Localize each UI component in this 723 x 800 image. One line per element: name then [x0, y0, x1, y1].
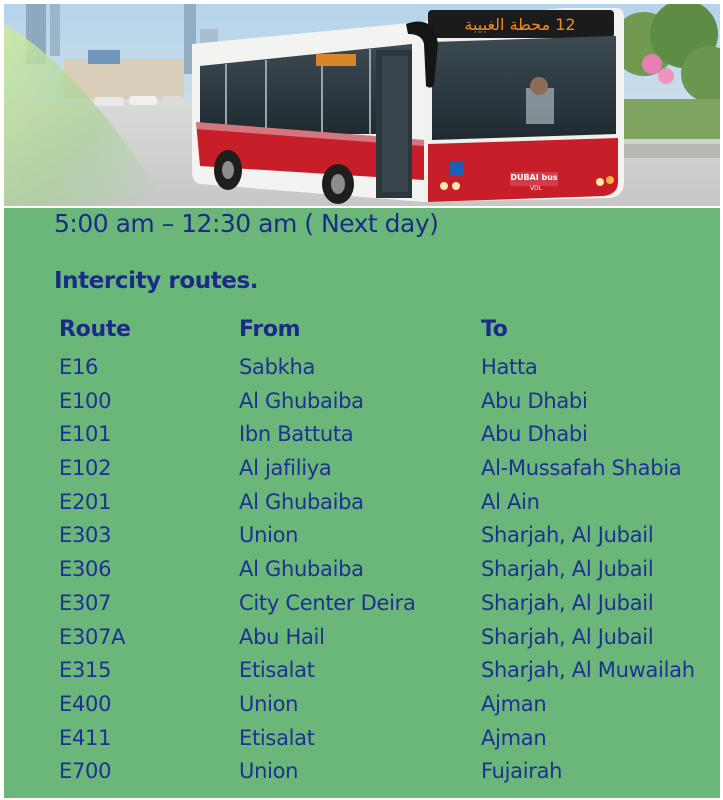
bus-illustration: [4, 4, 720, 206]
from-cell: Etisalat: [239, 725, 315, 750]
from-cell: Union: [239, 759, 299, 784]
table-row: [4, 658, 720, 692]
table-row: [4, 591, 720, 625]
routes-table: [4, 319, 720, 793]
operating-hours: 5:00 am – 12:30 am ( Next day): [54, 209, 439, 238]
route-cell: E201: [59, 489, 112, 514]
from-cell: Al Ghubaiba: [239, 557, 364, 582]
route-cell: E303: [59, 523, 112, 548]
to-cell: Abu Dhabi: [481, 388, 588, 413]
bus-front-model: VDL: [529, 185, 543, 192]
route-cell: E100: [59, 388, 112, 413]
to-cell: Sharjah, Al Jubail: [481, 557, 654, 582]
table-body: [4, 355, 720, 793]
bus-front-logo: DUBAI bus: [510, 173, 558, 182]
route-cell: E411: [59, 725, 112, 750]
from-cell: Sabkha: [239, 355, 316, 379]
table-row: [4, 625, 720, 659]
to-cell: Abu Dhabi: [481, 422, 588, 447]
from-cell: Al jafiliya: [239, 456, 332, 481]
to-cell: Sharjah, Al Jubail: [481, 624, 654, 649]
route-cell: E315: [59, 658, 112, 683]
from-cell: Union: [239, 523, 299, 548]
table-row: [4, 726, 720, 760]
to-cell: Sharjah, Al Jubail: [481, 590, 654, 615]
route-cell: E102: [59, 456, 112, 481]
timetable-panel: [4, 208, 720, 798]
column-header-route: Route: [59, 317, 131, 342]
table-row: [4, 422, 720, 456]
route-cell: E16: [59, 355, 99, 379]
from-cell: City Center Deira: [239, 590, 416, 615]
table-row: [4, 389, 720, 423]
to-cell: Fujairah: [481, 759, 563, 784]
section-title: Intercity routes.: [54, 268, 259, 294]
to-cell: Ajman: [481, 725, 547, 750]
route-cell: E101: [59, 422, 112, 447]
route-cell: E307: [59, 590, 112, 615]
table-row: [4, 759, 720, 793]
from-cell: Ibn Battuta: [239, 422, 354, 447]
column-header-from: From: [239, 317, 301, 342]
route-cell: E306: [59, 557, 112, 582]
from-cell: Union: [239, 691, 299, 716]
column-header-to: To: [481, 317, 508, 342]
to-cell: Al Ain: [481, 489, 540, 514]
table-row: [4, 523, 720, 557]
route-cell: E400: [59, 691, 112, 716]
table-row: [4, 355, 720, 389]
from-cell: Etisalat: [239, 658, 315, 683]
to-cell: Hatta: [481, 355, 538, 379]
table-row: [4, 692, 720, 726]
route-cell: E307A: [59, 624, 126, 649]
to-cell: Sharjah, Al Jubail: [481, 523, 654, 548]
to-cell: Al-Mussafah Shabia: [481, 456, 682, 481]
route-cell: E700: [59, 759, 112, 784]
from-cell: Al Ghubaiba: [239, 388, 364, 413]
from-cell: Abu Hail: [239, 624, 325, 649]
to-cell: Sharjah, Al Muwailah: [481, 658, 695, 683]
bus-photo: [4, 4, 720, 206]
table-row: [4, 557, 720, 591]
to-cell: Ajman: [481, 691, 547, 716]
bus-side-logo: dubai: [298, 155, 327, 165]
from-cell: Al Ghubaiba: [239, 489, 364, 514]
bus-destination-sign: 12 محطة الغبيبة: [464, 15, 576, 34]
table-row: [4, 490, 720, 524]
table-header-row: [4, 319, 720, 355]
table-row: [4, 456, 720, 490]
